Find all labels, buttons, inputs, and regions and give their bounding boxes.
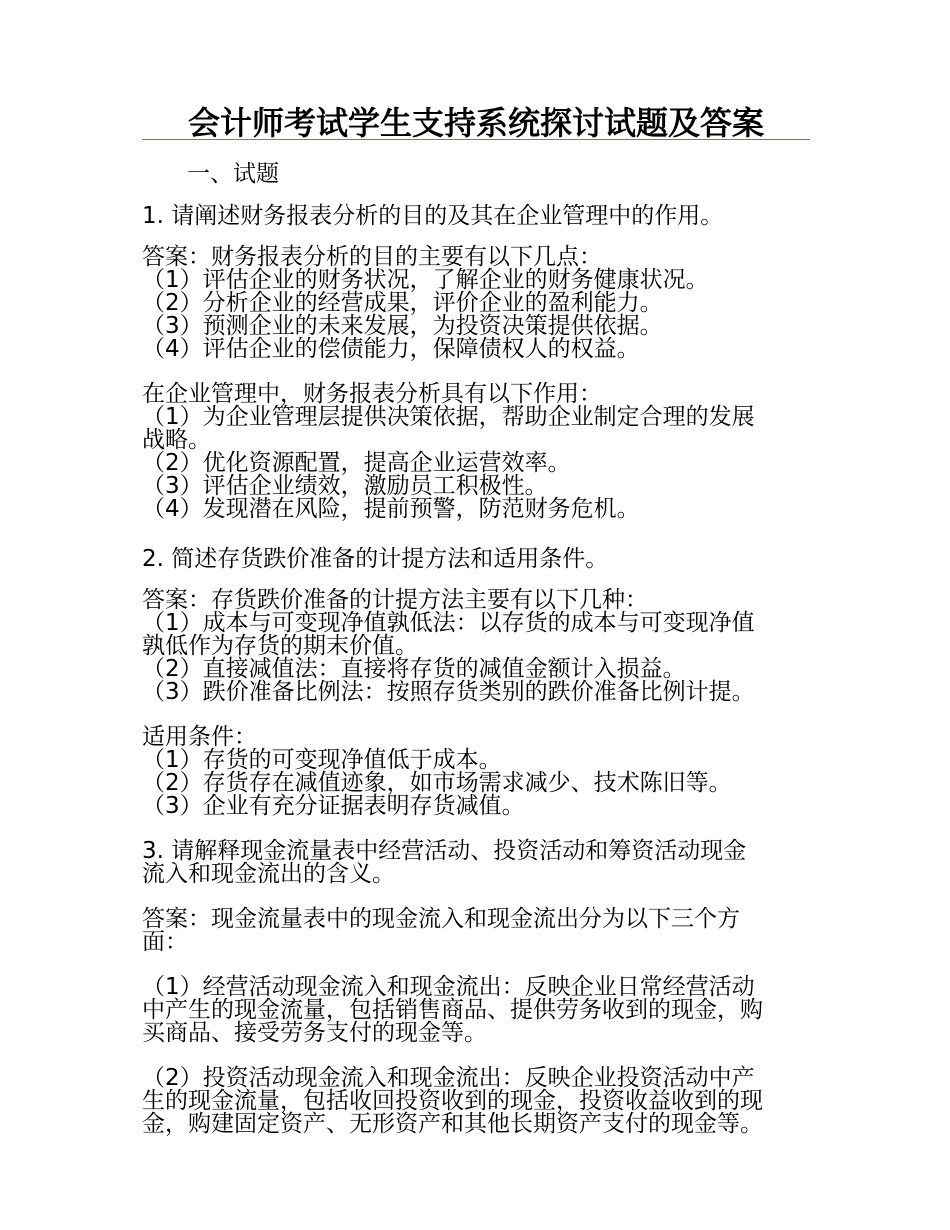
paragraph-line: （1）经营活动现金流入和现金流出：反映企业日常经营活动 (142, 974, 755, 1000)
paragraph-line: 买商品、接受劳务支付的现金等。 (142, 1020, 487, 1046)
paragraph-line: 中产生的现金流量，包括销售商品、提供劳务收到的现金，购 (142, 997, 763, 1023)
question-line: 流入和现金流出的含义。 (142, 861, 395, 887)
q1-answer-purposes (142, 246, 810, 361)
q2-answer-conditions (142, 726, 810, 818)
paragraph-line: 生的现金流量，包括收回投资收到的现金，投资收益收到的现 (142, 1088, 763, 1114)
q2-answer-methods (142, 589, 810, 704)
document-body (142, 200, 810, 1158)
list-item-continuation: 战略。 (142, 427, 211, 453)
roles-intro: 在企业管理中，财务报表分析具有以下作用： (142, 381, 602, 407)
list-item: （2）优化资源配置，提高企业运营效率。 (142, 450, 571, 476)
q3-operating-activities (142, 976, 810, 1045)
list-item: （3）评估企业绩效，激励员工积极性。 (142, 473, 548, 499)
paragraph-line: 金，购建固定资产、无形资产和其他长期资产支付的现金等。 (142, 1111, 763, 1137)
answer-line: 答案：现金流量表中的现金流入和现金流出分为以下三个方 (142, 906, 740, 932)
list-item: （4）评估企业的偿债能力，保障债权人的权益。 (142, 336, 640, 362)
title-underline (142, 139, 810, 140)
list-item: （4）发现潜在风险，提前预警，防范财务危机。 (142, 496, 640, 522)
section-heading: 一、试题 (187, 161, 279, 187)
paragraph-line: （2）投资活动现金流入和现金流出：反映企业投资活动中产 (142, 1065, 755, 1091)
question-3 (142, 840, 810, 886)
list-item: （1）为企业管理层提供决策依据，帮助企业制定合理的发展 (142, 404, 755, 430)
q1-answer-roles (142, 383, 810, 521)
list-item-continuation: 孰低作为存货的期末价值。 (142, 633, 418, 659)
list-item: （1）评估企业的财务状况，了解企业的财务健康状况。 (142, 267, 709, 293)
q3-answer-intro (142, 908, 810, 954)
document-title: 会计师考试学生支持系统探讨试题及答案 (188, 104, 765, 142)
answer-intro: 答案：财务报表分析的目的主要有以下几点： (142, 244, 602, 270)
answer-line: 面： (142, 929, 188, 955)
list-item: （1）成本与可变现净值孰低法：以存货的成本与可变现净值 (142, 610, 755, 636)
list-item: （2）直接减值法：直接将存货的减值金额计入损益。 (142, 656, 686, 682)
q3-investing-activities (142, 1067, 810, 1136)
conditions-intro: 适用条件： (142, 724, 257, 750)
list-item: （2）存货存在减值迹象，如市场需求减少、技术陈旧等。 (142, 770, 732, 796)
question-line: 3. 请解释现金流量表中经营活动、投资活动和筹资活动现金 (142, 838, 747, 864)
list-item: （1）存货的可变现净值低于成本。 (142, 747, 502, 773)
list-item: （2）分析企业的经营成果，评价企业的盈利能力。 (142, 290, 663, 316)
answer-intro: 答案：存货跌价准备的计提方法主要有以下几种： (142, 587, 648, 613)
list-item: （3）预测企业的未来发展，为投资决策提供依据。 (142, 313, 663, 339)
list-item: （3）跌价准备比例法：按照存货类别的跌价准备比例计提。 (142, 679, 755, 705)
list-item: （3）企业有充分证据表明存货减值。 (142, 793, 525, 819)
question-1: 1. 请阐述财务报表分析的目的及其在企业管理中的作用。 (142, 203, 724, 229)
question-2: 2. 简述存货跌价准备的计提方法和适用条件。 (142, 546, 609, 572)
